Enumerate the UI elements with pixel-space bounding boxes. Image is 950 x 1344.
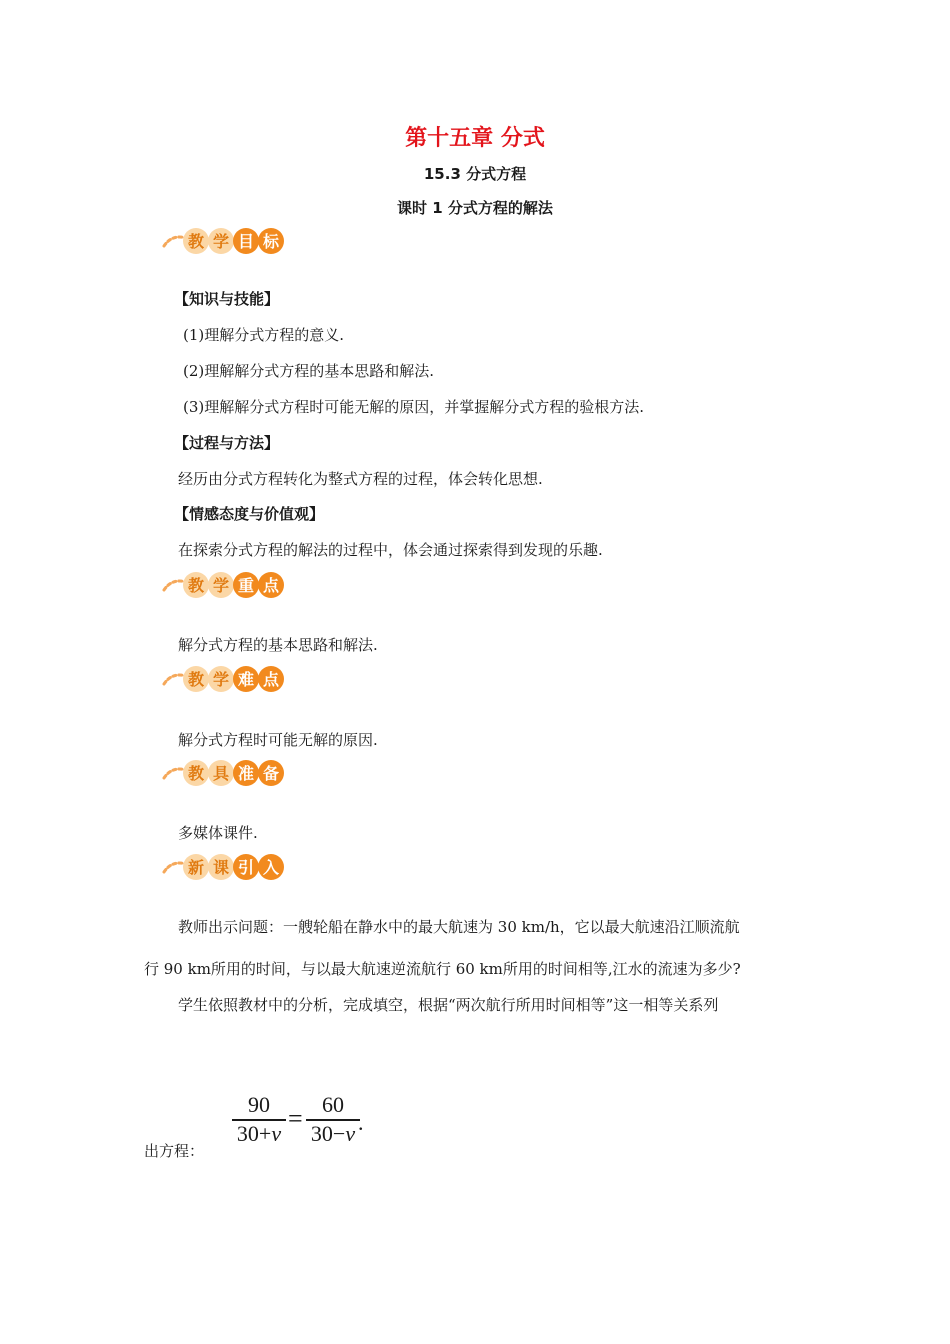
objective-item-1: (1)理解分式方程的意义. <box>183 326 345 344</box>
lesson-title: 课时 1 分式方程的解法 <box>397 199 553 217</box>
key-points-text: 解分式方程的基本思路和解法. <box>178 636 378 654</box>
badge-new-lesson-intro <box>162 850 302 886</box>
badge-char: 学 <box>212 670 230 689</box>
intro-paragraph-2-line-1: 学生依照教材中的分析，完成填空，根据“两次航行所用时间相等”这一相等关系列 <box>178 996 719 1014</box>
badge-char: 教 <box>187 670 205 689</box>
badge-char: 点 <box>262 576 280 595</box>
objective-item-3: (3)理解解分式方程时可能无解的原因，并掌握解分式方程的验根方法. <box>183 398 645 416</box>
badge-char: 标 <box>262 232 280 251</box>
badge-char: 新 <box>187 858 205 877</box>
badge-char: 学 <box>212 576 230 595</box>
process-methods-heading: 【过程与方法】 <box>174 434 280 452</box>
badge-teaching-key-points <box>162 568 302 604</box>
intro-paragraph-line-2: 行 90 km所用的时间，与以最大航速逆流航行 60 km所用的时间相等,江水的流速为多少? <box>144 960 741 978</box>
equation <box>232 1092 372 1152</box>
section-title: 15.3 分式方程 <box>423 165 527 183</box>
difficulties-text: 解分式方程时可能无解的原因. <box>178 731 378 749</box>
badge-char: 准 <box>237 764 255 783</box>
equation-period: . <box>358 1110 364 1135</box>
badge-char: 教 <box>187 764 205 783</box>
badge-char: 教 <box>187 576 205 595</box>
left-numerator: 90 <box>248 1092 270 1117</box>
badge-char: 学 <box>212 232 230 251</box>
badge-char: 教 <box>187 232 205 251</box>
badge-char: 重 <box>237 576 255 595</box>
badge-char: 难 <box>237 670 255 689</box>
emotion-values-heading: 【情感态度与价值观】 <box>174 505 325 523</box>
emotion-values-text: 在探索分式方程的解法的过程中，体会通过探索得到发现的乐趣. <box>178 541 603 559</box>
badge-teaching-difficulties <box>162 662 302 698</box>
badge-teaching-objectives <box>162 224 302 260</box>
objective-item-2: (2)理解解分式方程的基本思路和解法. <box>183 362 435 380</box>
knowledge-skills-heading: 【知识与技能】 <box>174 290 280 308</box>
materials-text: 多媒体课件. <box>178 824 258 842</box>
badge-char: 课 <box>212 858 230 877</box>
badge-teaching-materials <box>162 756 302 792</box>
right-numerator: 60 <box>322 1092 344 1117</box>
intro-paragraph-2-line-2: 出方程： <box>144 1142 205 1160</box>
badge-char: 点 <box>262 670 280 689</box>
chapter-title: 第十五章 分式 <box>405 126 545 151</box>
equals-sign: = <box>288 1104 303 1133</box>
process-methods-text: 经历由分式方程转化为整式方程的过程，体会转化思想. <box>178 470 543 488</box>
badge-char: 备 <box>262 764 280 783</box>
intro-paragraph-line-1: 教师出示问题：一艘轮船在静水中的最大航速为 30 km/h，它以最大航速沿江顺流航 <box>178 918 740 936</box>
left-denominator: 30+v <box>236 1121 282 1146</box>
badge-char: 具 <box>212 764 230 783</box>
badge-char: 入 <box>262 858 280 877</box>
badge-char: 目 <box>237 232 255 251</box>
badge-char: 引 <box>237 858 255 877</box>
right-denominator: 30−v <box>310 1121 356 1146</box>
